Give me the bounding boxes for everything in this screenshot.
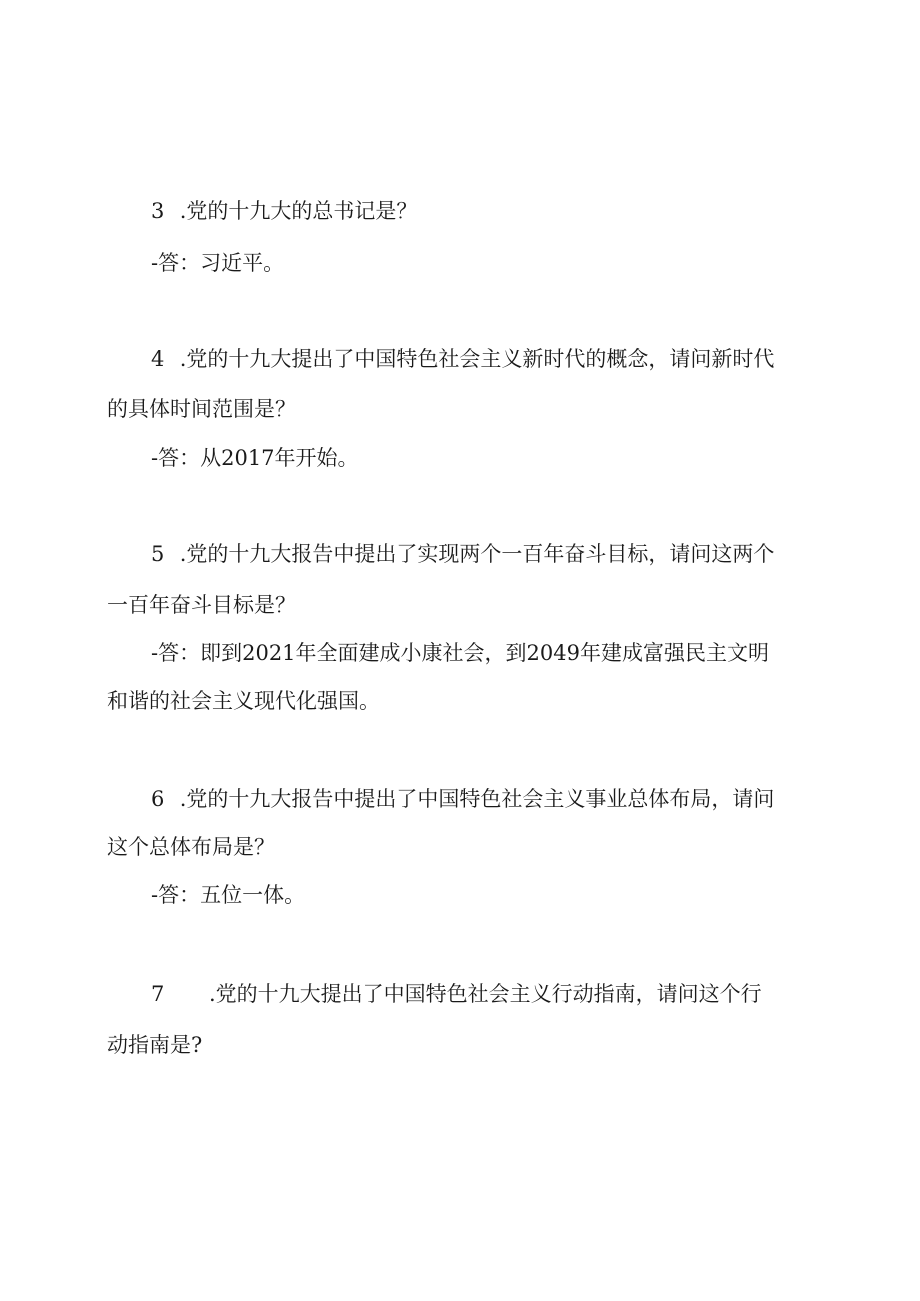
- question-5-line-1: [151, 539, 851, 569]
- question-5-line-2: 一百年奋斗目标是？: [107, 593, 296, 617]
- question-4-number: 4: [151, 347, 165, 371]
- question-6-number: 6: [151, 787, 165, 811]
- question-7-line-1: [151, 979, 851, 1009]
- answer-5-line-2: 和谐的社会主义现代化强国。: [107, 689, 380, 713]
- question-4-line-1: [151, 344, 851, 374]
- question-6-text: .党的十九大报告中提出了中国特色社会主义事业总体布局，请问: [179, 787, 775, 811]
- question-7-line-2: 动指南是?: [107, 1033, 203, 1057]
- question-4-text: .党的十九大提出了中国特色社会主义新时代的概念，请问新时代: [179, 347, 775, 371]
- answer-3-line-1: -答：习近平。: [151, 251, 285, 275]
- answer-6-line-1: -答：五位一体。: [151, 883, 306, 907]
- question-3-line-1: [151, 196, 851, 226]
- question-7-text: .党的十九大提出了中国特色社会主义行动指南，请问这个行: [209, 982, 762, 1006]
- question-3-text: .党的十九大的总书记是？: [179, 199, 418, 223]
- question-4-line-2: 的具体时间范围是？: [107, 397, 296, 421]
- question-6-line-1: [151, 784, 851, 814]
- answer-4-line-1: -答：从2017年开始。: [151, 446, 359, 470]
- answer-5-line-1: -答：即到2021年全面建成小康社会，到2049年建成富强民主文明: [151, 641, 769, 665]
- question-6-line-2: 这个总体布局是？: [107, 835, 275, 859]
- question-3-number: 3: [151, 199, 165, 223]
- question-7-number: 7: [151, 982, 165, 1006]
- question-5-number: 5: [151, 542, 165, 566]
- question-5-text: .党的十九大报告中提出了实现两个一百年奋斗目标，请问这两个: [179, 542, 775, 566]
